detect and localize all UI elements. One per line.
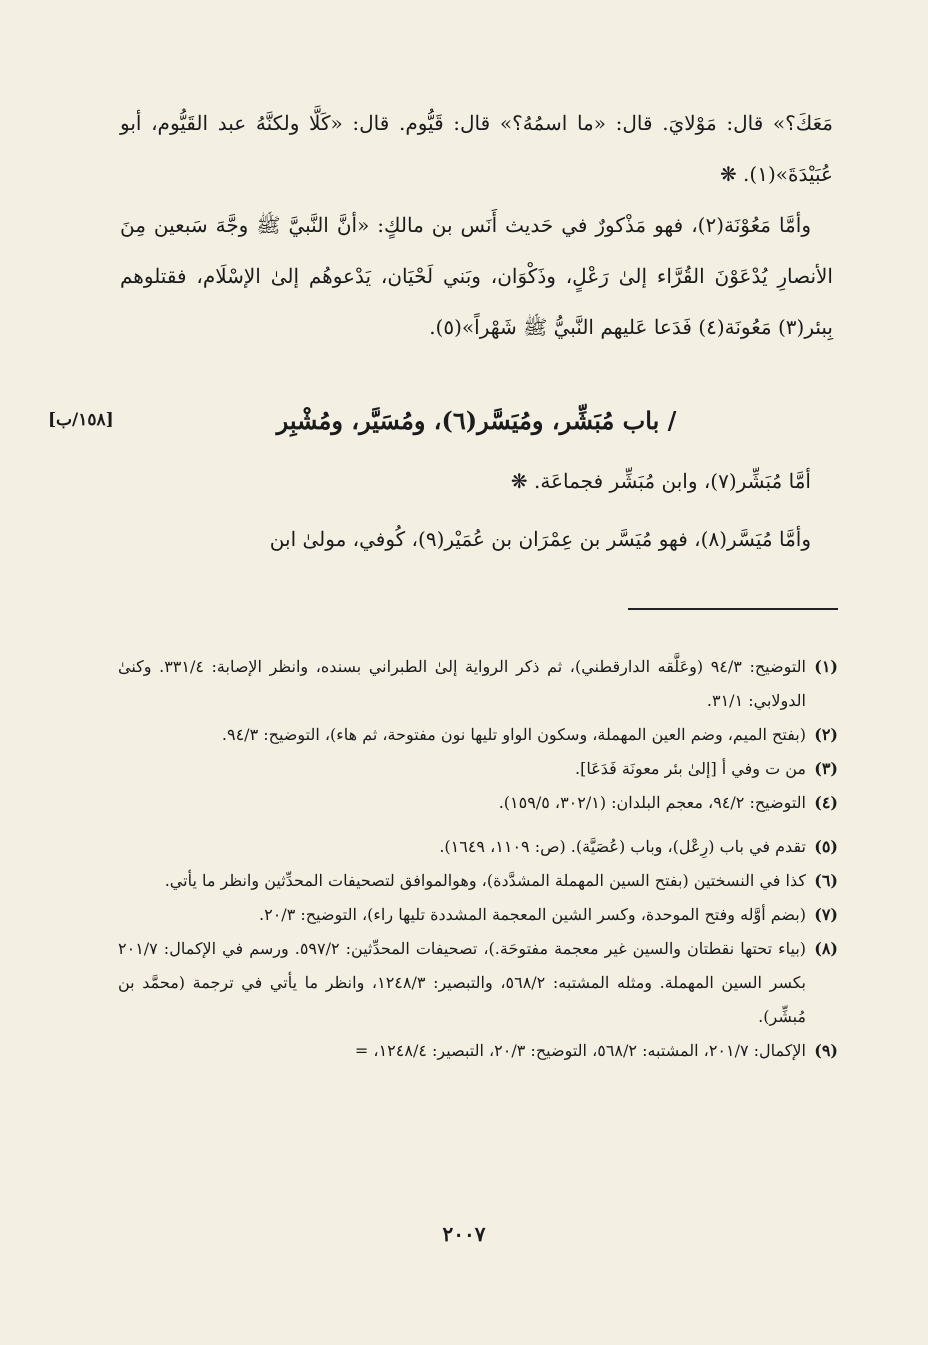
page-number: ٢٠٠٧: [442, 1222, 486, 1246]
footnote-text: تقدم في باب (رِعْل)، وباب (عُصَيَّة). (ص: ١١٠٩، ١٦٤٩).: [439, 837, 806, 856]
footnote-number: (٣): [814, 759, 838, 778]
footnote: [118, 1034, 838, 1068]
footnote-text: (بفتح الميم، وضم العين المهملة، وسكون الواو تليها نون مفتوحة، ثم هاء)، التوضيح: ٩٤/٣.: [221, 725, 806, 744]
footnote-number: (٩): [814, 1041, 838, 1060]
paragraph-2: وأمَّا مَعُوْنَة(٢)، فهو مَذْكورٌ في حَديث أَنَس بن مالكٍ: «أنَّ النَّبيَّ ﷺ وجَّهَ سَبعين مِنَ الأنصارِ يُدْعَوْنَ القُرَّاء إلىٰ رَعْلٍ، وذَكْوَان، وبَني لَحْيَان، يَدْعوهُم إلىٰ الإسْلَام، فقتلوهم بِبئر(٣) مَعُونَة(٤) فَدَعا عَليهم النَّبيُّ ﷺ شَهْراً»(٥).: [120, 213, 833, 339]
footnote-number: (٥): [814, 837, 838, 856]
footnote: [118, 752, 838, 786]
footnote-number: (٨): [814, 939, 838, 958]
footnote: [118, 898, 838, 932]
footnote-number: (٢): [814, 725, 838, 744]
footnote-number: (٦): [814, 871, 838, 890]
footnote-separator: [628, 608, 838, 610]
footnote: [118, 650, 838, 718]
main-text-upper: [120, 98, 833, 353]
footnote-text: التوضيح: ٩٤/٢، معجم البلدان: (٣٠٢/١، ١٥٩/٥).: [498, 793, 806, 812]
footnote-text: كذا في النسختين (بفتح السين المهملة المشدَّدة)، وهوالموافق لتصحيفات المحدِّثين وانظر ما يأتي.: [164, 871, 806, 890]
footnote: [118, 932, 838, 1034]
footnote-text: (بضم أوَّله وفتح الموحدة، وكسر الشين المعجمة المشددة تليها راء)، التوضيح: ٢٠/٣.: [259, 905, 806, 924]
footnote: [118, 830, 838, 864]
paragraph-3: أمَّا مُبَشِّر(٧)، وابن مُبَشِّر فجماعَة. ❋: [510, 469, 811, 493]
footnotes: [118, 650, 838, 1068]
footnote: [118, 718, 838, 752]
footnote-text: الإكمال: ٢٠١/٧، المشتبه: ٥٦٨/٢، التوضيح: ٢٠/٣، التبصير: ١٢٤٨/٤، =: [354, 1041, 806, 1060]
footnote-text: من ت وفي أ [إلىٰ بئر معونَة فَدَعَا].: [575, 759, 806, 778]
section-heading: / باب مُبَشِّر، ومُيَسَّر(٦)، ومُسَيَّر، ومُشْبِر: [276, 406, 677, 435]
footnote-number: (٤): [814, 793, 838, 812]
footnote: [118, 864, 838, 898]
manuscript-folio-ref: [١٥٨/ب]: [48, 410, 114, 430]
paragraph-1: مَعَكَ؟» قال: مَوْلايَ. قال: «ما اسمُهُ؟» قال: قَيُّوم. قال: «كَلَّا ولكنَّهُ عبد القَيُّوم، أبو عُبَيْدَةَ»(١). ❋: [120, 111, 833, 186]
footnote-number: (٧): [814, 905, 838, 924]
footnote-text: التوضيح: ٩٤/٣ (وعَلَّقه الدارقطني)، ثم ذكر الرواية إلىٰ الطبراني بسنده، وانظر الإصابة: ٣٣١/٤. وكنىٰ الدولابي: ٣١/١.: [118, 657, 806, 710]
footnote-text: (بياء تحتها نقطتان والسين غير معجمة مفتوحَة.)، تصحيفات المحدِّثين: ٥٩٧/٢. ورسم في الإكمال: ٢٠١/٧ بكسر السين المهملة. ومثله المشتبه: ٥٦٨/٢، والتبصير: ١٢٤٨/٣، وانظر ما يأتي في ترجمة (محمَّد بن مُبشِّر).: [118, 939, 807, 1026]
footnote-number: (١): [814, 657, 838, 676]
paragraph-4: وأمَّا مُيَسَّر(٨)، فهو مُيَسَّر بن عِمْرَان بن عُمَيْر(٩)، كُوفي، مولىٰ ابن: [269, 527, 811, 551]
main-text-lower: [120, 452, 833, 568]
footnote: [118, 786, 838, 820]
